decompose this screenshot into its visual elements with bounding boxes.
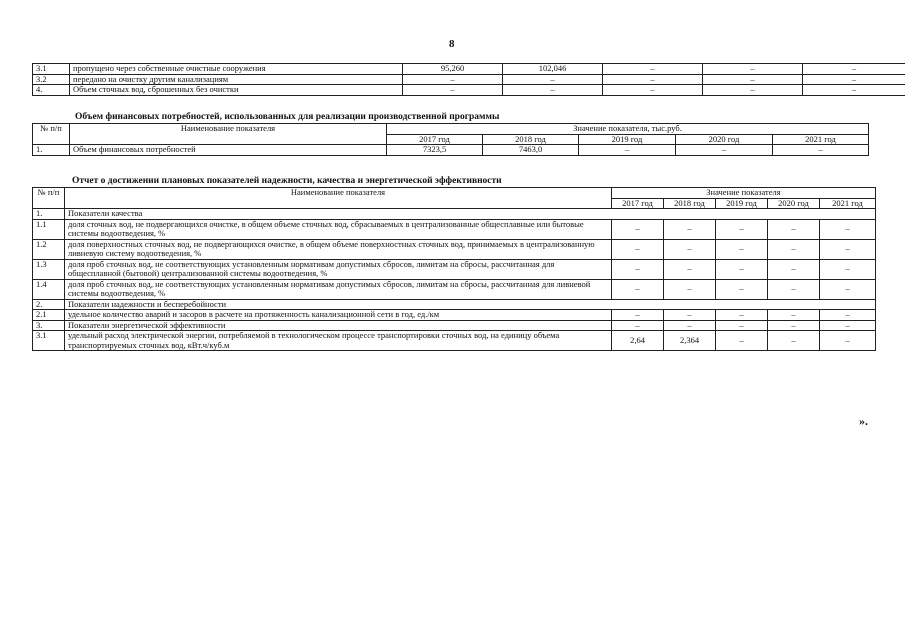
row-number: 2. [33, 299, 65, 310]
row-number: 3. [33, 320, 65, 331]
row-label: пропущено через собственные очистные сооружения [70, 64, 403, 75]
row-number: 3.1 [33, 331, 65, 351]
value-cell: – [820, 331, 876, 351]
row-number: 3.2 [33, 74, 70, 85]
value-cell: – [773, 145, 869, 156]
value-cell: – [612, 320, 664, 331]
value-cell: – [768, 259, 820, 279]
table-row [33, 64, 905, 75]
value-cell: – [820, 219, 876, 239]
year-header: 2018 год [664, 198, 716, 209]
value-cell: 7463,0 [483, 145, 579, 156]
value-cell: – [803, 85, 905, 96]
value-cell: – [664, 239, 716, 259]
table-row [33, 310, 876, 321]
value-cell: – [716, 259, 768, 279]
column-header-value: Значение показателя [612, 188, 876, 199]
row-number: 1. [33, 145, 70, 156]
value-cell: 2,64 [612, 331, 664, 351]
value-cell: – [664, 219, 716, 239]
value-cell: – [716, 320, 768, 331]
section-row [33, 209, 876, 220]
value-cell: – [403, 85, 503, 96]
row-number: 1.4 [33, 279, 65, 299]
value-cell: – [716, 331, 768, 351]
year-header: 2019 год [579, 134, 676, 145]
value-cell: – [820, 310, 876, 321]
header-row [33, 188, 876, 199]
row-number: 3.1 [33, 64, 70, 75]
row-label: доля проб сточных вод, не соответствующих установленным нормативам допустимых сбросов, лимитам на сбросы, рассчитанная для ливневой системы водоотведения, % [65, 279, 612, 299]
financial-needs-title: Объем финансовых потребностей, использованных для реализации производственной программы [75, 112, 500, 122]
row-label: Объем финансовых потребностей [70, 145, 387, 156]
value-cell: – [603, 74, 703, 85]
section-label: Показатели надежности и бесперебойности [65, 299, 876, 310]
value-cell: – [768, 320, 820, 331]
value-cell: – [803, 74, 905, 85]
row-label: передано на очистку другим канализациям [70, 74, 403, 85]
year-header: 2017 год [612, 198, 664, 209]
column-header-name: Наименование показателя [70, 124, 387, 145]
row-label: доля проб сточных вод, не соответствующих установленным нормативам допустимых сбросов, лимитам на сбросы, рассчитанная для общесплавной (бытовой) централизованной системы водоотведения, % [65, 259, 612, 279]
table-row [33, 74, 905, 85]
value-cell: – [820, 239, 876, 259]
value-cell: – [676, 145, 773, 156]
value-cell: 2,364 [664, 331, 716, 351]
wastewater-volume-table [32, 63, 905, 96]
value-cell: – [820, 320, 876, 331]
value-cell: – [612, 259, 664, 279]
value-cell: – [820, 279, 876, 299]
value-cell: – [703, 64, 803, 75]
value-cell: – [703, 74, 803, 85]
table-row [33, 279, 876, 299]
year-header: 2021 год [773, 134, 869, 145]
value-cell: – [716, 310, 768, 321]
year-header: 2021 год [820, 198, 876, 209]
value-cell: 7323,5 [387, 145, 483, 156]
value-cell: – [768, 310, 820, 321]
value-cell: – [768, 239, 820, 259]
value-cell: – [768, 219, 820, 239]
value-cell: – [603, 64, 703, 75]
table-row [33, 85, 905, 96]
section-label: Показатели качества [65, 209, 876, 220]
row-number: 2.1 [33, 310, 65, 321]
table-row [33, 219, 876, 239]
page-number: 8 [449, 38, 455, 50]
value-cell: – [612, 219, 664, 239]
financial-needs-table [32, 123, 869, 156]
header-row [33, 124, 869, 135]
value-cell: – [768, 279, 820, 299]
value-cell: – [703, 85, 803, 96]
value-cell: – [664, 320, 716, 331]
row-label: Показатели энергетической эффективности [65, 320, 612, 331]
row-number: 1. [33, 209, 65, 220]
row-label: Объем сточных вод, сброшенных без очистки [70, 85, 403, 96]
table-row [33, 259, 876, 279]
value-cell: – [716, 279, 768, 299]
table-row [33, 331, 876, 351]
value-cell: – [716, 239, 768, 259]
closing-quote-mark: ». [859, 414, 868, 428]
section-row [33, 299, 876, 310]
year-header: 2018 год [483, 134, 579, 145]
value-cell: – [664, 259, 716, 279]
value-cell: – [803, 64, 905, 75]
year-header: 2020 год [768, 198, 820, 209]
year-header: 2019 год [716, 198, 768, 209]
value-cell: – [612, 239, 664, 259]
row-number: 4. [33, 85, 70, 96]
row-label: удельный расход электрической энергии, потребляемой в технологическом процессе транспортировки сточных вод, на единицу объема транспортируемых сточных вод, кВт.ч/куб.м [65, 331, 612, 351]
performance-report-title: Отчет о достижении плановых показателей надежности, качества и энергетической эффективности [72, 176, 502, 186]
column-header-value: Значение показателя, тыс.руб. [387, 124, 869, 135]
value-cell: – [820, 259, 876, 279]
table-row [33, 145, 869, 156]
value-cell: – [403, 74, 503, 85]
table-row [33, 320, 876, 331]
value-cell: – [503, 85, 603, 96]
value-cell: – [716, 219, 768, 239]
year-header: 2017 год [387, 134, 483, 145]
row-label: удельное количество аварий и засоров в расчете на протяженность канализационной сети в год, ед./км [65, 310, 612, 321]
row-label: доля поверхностных сточных вод, не подвергающихся очистке, в общем объеме поверхностных сточных вод, принимаемых в централизованную ливневую систему водоотведения, % [65, 239, 612, 259]
value-cell: – [664, 310, 716, 321]
value-cell: – [503, 74, 603, 85]
row-number: 1.3 [33, 259, 65, 279]
value-cell: – [612, 279, 664, 299]
value-cell: – [768, 331, 820, 351]
row-number: 1.2 [33, 239, 65, 259]
value-cell: – [579, 145, 676, 156]
row-number: 1.1 [33, 219, 65, 239]
column-header-name: Наименование показателя [65, 188, 612, 209]
column-header-number: № п/п [33, 188, 65, 209]
column-header-number: № п/п [33, 124, 70, 145]
value-cell: – [612, 310, 664, 321]
year-header: 2020 год [676, 134, 773, 145]
value-cell: 102,046 [503, 64, 603, 75]
performance-indicators-table [32, 187, 876, 351]
value-cell: – [603, 85, 703, 96]
value-cell: – [664, 279, 716, 299]
table-row [33, 239, 876, 259]
value-cell: 95,260 [403, 64, 503, 75]
row-label: доля сточных вод, не подвергающихся очистке, в общем объеме сточных вод, сбрасываемых в централизованные общесплавные или бытовые системы водоотведения, % [65, 219, 612, 239]
